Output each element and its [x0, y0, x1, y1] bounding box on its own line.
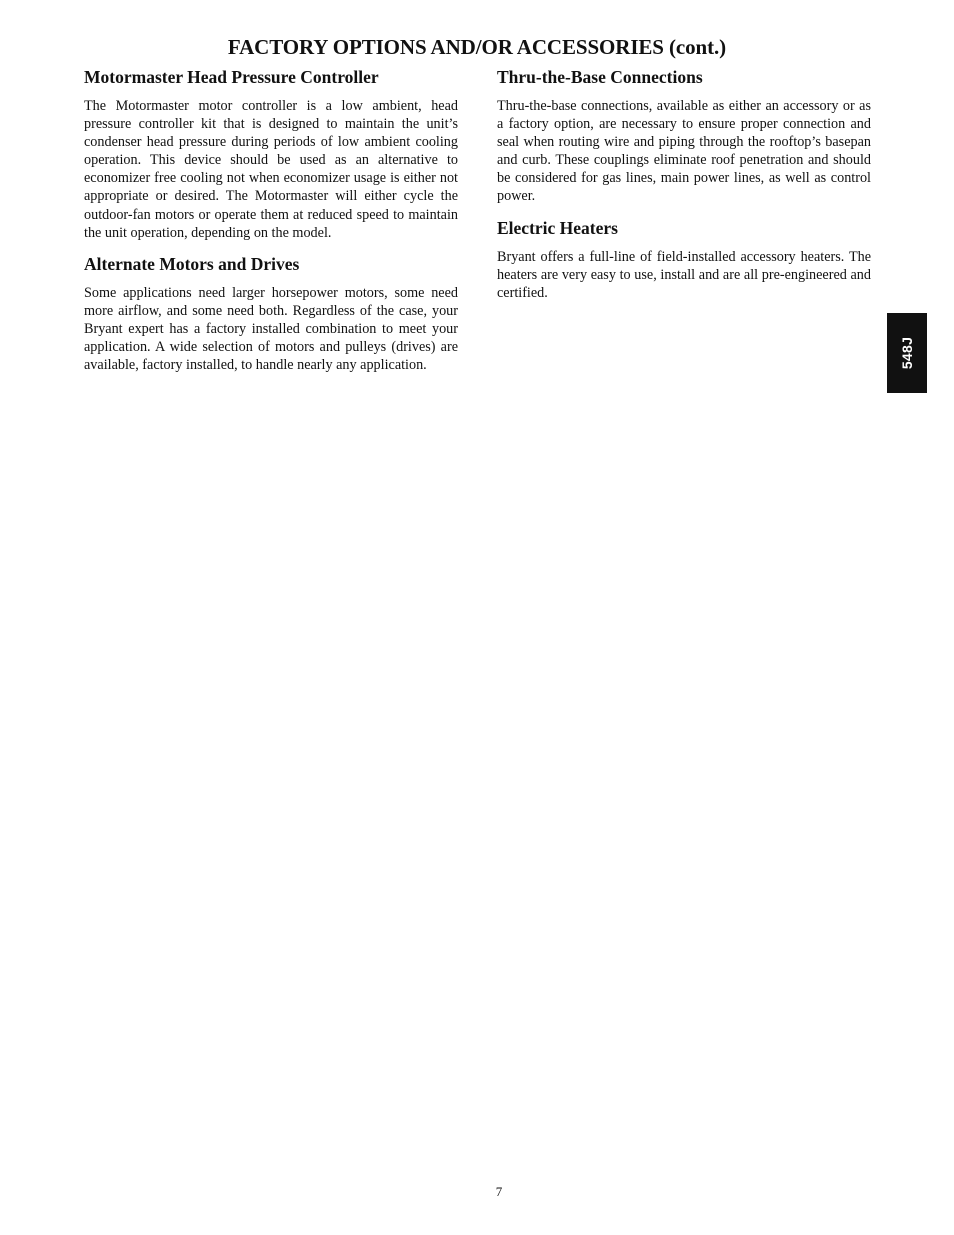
- model-side-tab-label: 548J: [898, 336, 915, 370]
- section-body: Some applications need larger horsepower motors, some need more airflow, and some need both. Regardless of the case, your Bryant expert has a factory installed combination to meet your application. A wide selection of motors and pulleys (drives) are available, factory installed, to handle nearly any application.: [84, 284, 458, 374]
- model-side-tab: [887, 313, 927, 393]
- section-thru-the-base: [497, 66, 871, 206]
- section-heading: Alternate Motors and Drives: [84, 253, 300, 274]
- section-body: Thru-the-base connections, available as either an accessory or as a factory option, are necessary to ensure proper connection and seal when routing wire and piping through the rooftop’s basepan and curb. These couplings eliminate roof penetration and should be considered for gas lines, main power lines, as well as control power.: [497, 98, 871, 205]
- page-title: FACTORY OPTIONS AND/OR ACCESSORIES (cont.): [227, 35, 727, 59]
- section-heading: Thru-the-Base Connections: [497, 67, 703, 87]
- section-body: The Motormaster motor controller is a low ambient, head pressure controller kit that is designed to maintain the unit’s condenser head pressure during periods of low ambient cooling operation. This device should be used as an alternative to economizer free cooling not when economizer usage is either not appropriate or desired. The Motormaster will either cycle the outdoor-fan motors or operate them at reduced speed to maintain the unit operation, depending on the model.: [84, 98, 458, 241]
- section-motormaster: [84, 66, 458, 242]
- page-number: 7: [495, 1184, 503, 1199]
- left-column: [84, 66, 458, 374]
- right-column: [497, 66, 871, 302]
- section-heading: Motormaster Head Pressure Controller: [84, 67, 379, 87]
- section-alternate-motors: [84, 253, 458, 374]
- section-heading: Electric Heaters: [497, 217, 618, 238]
- section-body: Bryant offers a full-line of field-installed accessory heaters. The heaters are very easy to use, install and are all pre-engineered and certified.: [497, 248, 871, 301]
- section-electric-heaters: [497, 217, 871, 302]
